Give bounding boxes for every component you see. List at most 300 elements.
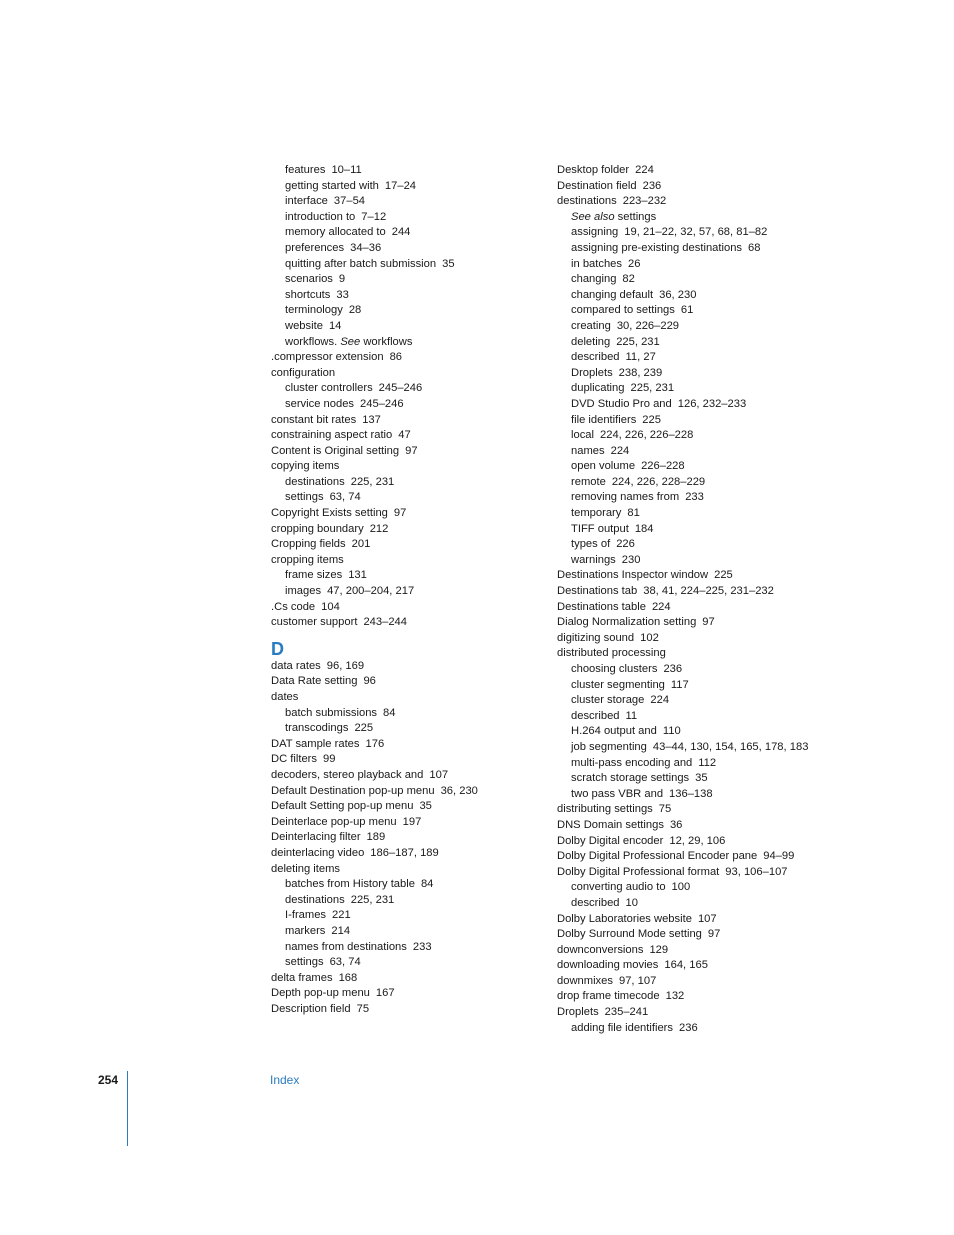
page-references: 75 xyxy=(658,803,672,816)
page-references: 238, 239 xyxy=(618,366,663,379)
entry-term: distributing settings xyxy=(557,803,653,816)
entry-term: temporary xyxy=(571,507,622,520)
index-subentry xyxy=(271,179,536,195)
page-references: 236 xyxy=(679,1021,698,1034)
page-references: 214 xyxy=(331,924,351,937)
entry-term: Destinations table xyxy=(557,600,646,613)
index-subentry xyxy=(271,584,536,600)
index-subentry xyxy=(271,721,536,737)
page-references: 235–241 xyxy=(604,1006,649,1019)
page-references: 233 xyxy=(685,491,704,504)
index-subentry xyxy=(557,413,857,429)
index-entry xyxy=(557,865,857,881)
see-target: workflows xyxy=(363,335,413,348)
index-subentry xyxy=(557,459,857,475)
entry-term: assigning pre-existing destinations xyxy=(571,241,743,254)
page-references: 224 xyxy=(635,164,654,176)
page-references: 38, 41, 224–225, 231–232 xyxy=(643,585,774,598)
entry-term: described xyxy=(571,351,620,364)
page-references: 35 xyxy=(442,257,455,270)
entry-term: creating xyxy=(571,319,611,332)
index-subentry xyxy=(557,522,857,538)
index-subentry xyxy=(557,272,857,288)
page-references: 107 xyxy=(697,912,717,925)
entry-term: terminology xyxy=(285,304,343,317)
entry-term: file identifiers xyxy=(571,413,637,426)
index-subentry xyxy=(271,225,536,241)
entry-term: getting started with xyxy=(285,179,379,192)
index-entry xyxy=(557,912,857,928)
entry-term: constant bit rates xyxy=(271,413,357,426)
see-target: settings xyxy=(617,210,657,223)
entry-term: downloading movies xyxy=(557,959,659,972)
page-references: 164, 165 xyxy=(664,959,708,972)
index-subentry xyxy=(557,288,857,304)
page-references: 100 xyxy=(671,881,691,894)
entry-term: DC filters xyxy=(271,753,317,766)
index-subentry xyxy=(557,381,857,397)
index-subentry xyxy=(557,444,857,460)
entry-term: images xyxy=(285,585,322,598)
index-subentry xyxy=(271,241,536,257)
index-entry xyxy=(557,818,857,834)
page-references: 224 xyxy=(651,600,671,613)
entry-term: customer support xyxy=(271,616,358,629)
entry-term: digitizing sound xyxy=(557,631,635,644)
page-references: 84 xyxy=(383,706,396,719)
entry-term: downconversions xyxy=(557,943,644,956)
index-entry xyxy=(271,459,536,475)
page-references: 189 xyxy=(366,831,386,844)
index-subentry xyxy=(271,163,536,179)
entry-term: names from destinations xyxy=(285,940,407,953)
page-references: 63, 74 xyxy=(329,956,361,969)
entry-term: markers xyxy=(285,924,326,937)
entry-term: types of xyxy=(571,538,611,551)
page-references: 131 xyxy=(348,569,367,582)
page-references: 97 xyxy=(702,616,715,629)
entry-term: DVD Studio Pro and xyxy=(571,397,672,410)
page-references: 97 xyxy=(405,444,418,457)
page-references: 97 xyxy=(393,507,407,520)
index-column-right xyxy=(557,163,857,1036)
index-subentry xyxy=(271,877,536,893)
page-references: 225, 231 xyxy=(630,382,675,395)
page-references: 201 xyxy=(351,538,371,551)
index-letter-heading: D xyxy=(271,638,284,659)
entry-term: warnings xyxy=(571,553,616,566)
page-references: 86 xyxy=(389,351,403,364)
index-subentry xyxy=(557,350,857,366)
entry-term: shortcuts xyxy=(285,288,331,301)
index-entry xyxy=(271,799,536,815)
page-references: 226 xyxy=(616,538,635,551)
page-references: 35 xyxy=(695,772,708,785)
index-subentry xyxy=(271,490,536,506)
index-entry xyxy=(271,784,536,800)
index-entry xyxy=(557,568,857,584)
entry-term: Cropping fields xyxy=(271,538,346,551)
entry-term: constraining aspect ratio xyxy=(271,429,393,442)
index-entry xyxy=(557,600,857,616)
page-references: 236 xyxy=(663,663,683,675)
entry-term: Destinations Inspector window xyxy=(557,569,709,582)
page-references: 117 xyxy=(670,678,689,691)
page-references: 102 xyxy=(640,631,659,644)
page-references: 225, 231 xyxy=(616,335,660,348)
index-subentry xyxy=(557,756,857,772)
page-references: 43–44, 130, 154, 165, 178, 183 xyxy=(652,740,809,753)
page-references: 225 xyxy=(642,413,661,426)
page-references: 10–11 xyxy=(331,164,362,176)
entry-term: Dolby Surround Mode setting xyxy=(557,928,702,941)
entry-term: converting audio to xyxy=(571,881,666,894)
index-entry xyxy=(557,974,857,990)
page-references: 14 xyxy=(328,319,342,332)
page-references: 225 xyxy=(354,722,374,735)
see-reference: See xyxy=(340,335,361,348)
index-entry xyxy=(557,958,857,974)
index-subentry xyxy=(557,241,857,257)
entry-term: Dolby Laboratories website xyxy=(557,912,692,925)
entry-term: cropping boundary xyxy=(271,522,364,535)
page-references: 104 xyxy=(321,600,340,613)
index-entry xyxy=(271,506,536,522)
index-entry xyxy=(271,537,536,553)
entry-term: copying items xyxy=(271,460,340,473)
page-references: 184 xyxy=(634,522,654,535)
page-references: 168 xyxy=(338,971,358,984)
page-references: 26 xyxy=(628,257,641,270)
page-references: 243–244 xyxy=(363,616,407,629)
entry-term: Description field xyxy=(271,1002,351,1015)
entry-term: preferences xyxy=(285,241,345,254)
index-subentry xyxy=(271,397,536,413)
page-references: 84 xyxy=(420,878,434,891)
page-references: 244 xyxy=(391,226,411,239)
page-references: 99 xyxy=(323,753,336,766)
entry-term: deleting xyxy=(571,335,611,348)
index-subentry xyxy=(557,303,857,319)
page-references: 236 xyxy=(642,179,662,192)
index-entry xyxy=(557,989,857,1005)
entry-term: service nodes xyxy=(285,397,355,410)
index-subentry xyxy=(557,366,857,382)
index-subentry xyxy=(557,257,857,273)
index-entry xyxy=(557,1005,857,1021)
index-entry xyxy=(271,1002,536,1018)
entry-term: described xyxy=(571,896,620,909)
entry-term: described xyxy=(571,709,620,722)
page-references: 28 xyxy=(348,304,362,317)
entry-term: frame sizes xyxy=(285,569,343,582)
entry-term: quitting after batch submission xyxy=(285,257,437,270)
entry-term: dates xyxy=(271,691,299,703)
page-references: 126, 232–233 xyxy=(677,397,747,410)
index-entry xyxy=(271,690,536,706)
index-entry xyxy=(557,849,857,865)
entry-term: destinations xyxy=(557,195,617,208)
index-subentry xyxy=(271,272,536,288)
entry-term: batches from History table xyxy=(285,878,415,891)
entry-term: Droplets xyxy=(557,1006,599,1019)
entry-term: H.264 output and xyxy=(571,725,657,738)
index-subentry xyxy=(271,475,536,491)
index-subentry xyxy=(271,303,536,319)
entry-term: choosing clusters xyxy=(571,663,658,675)
entry-term: cluster segmenting xyxy=(571,678,665,691)
index-subentry xyxy=(557,397,857,413)
index-subentry xyxy=(557,553,857,569)
entry-term: destinations xyxy=(285,893,345,906)
entry-term: Default Destination pop-up menu xyxy=(271,784,435,797)
footer-divider xyxy=(127,1071,128,1146)
entry-term: changing default xyxy=(571,288,654,301)
index-subentry xyxy=(557,678,857,694)
entry-term: scratch storage settings xyxy=(571,772,690,785)
index-subentry xyxy=(557,335,857,351)
page-references: 36 xyxy=(669,818,683,831)
entry-term: deleting items xyxy=(271,862,341,875)
entry-term: remote xyxy=(571,475,606,488)
page-references: 245–246 xyxy=(360,397,404,410)
index-entry xyxy=(271,815,536,831)
entry-term: I-frames xyxy=(285,909,327,922)
entry-term: DAT sample rates xyxy=(271,737,360,750)
index-subentry xyxy=(557,880,857,896)
entry-term: features xyxy=(285,164,326,176)
index-subentry xyxy=(271,257,536,273)
index-entry xyxy=(271,986,536,1002)
page-references: 10 xyxy=(625,896,638,909)
index-entry xyxy=(271,600,536,616)
page-references: 225, 231 xyxy=(350,893,395,906)
index-subentry xyxy=(557,662,857,678)
page-references: 97 xyxy=(707,928,721,941)
entry-term: compared to settings xyxy=(571,304,675,317)
page-references: 30, 226–229 xyxy=(616,319,680,332)
entry-term: duplicating xyxy=(571,382,625,395)
page-references: 224 xyxy=(650,694,670,707)
index-subentry xyxy=(271,908,536,924)
entry-term: configuration xyxy=(271,366,336,379)
index-subentry xyxy=(557,225,857,241)
entry-term: names xyxy=(571,444,605,457)
entry-term: Content is Original setting xyxy=(271,444,400,457)
index-subentry xyxy=(557,506,857,522)
index-subentry xyxy=(557,537,857,553)
page-references: 47, 200–204, 217 xyxy=(327,585,415,598)
page-references: 97, 107 xyxy=(618,974,657,987)
page-references: 107 xyxy=(429,768,449,781)
page-references: 233 xyxy=(412,940,432,953)
entry-term: job segmenting xyxy=(571,740,647,753)
page-references: 226–228 xyxy=(641,460,685,473)
entry-term: removing names from xyxy=(571,491,680,504)
page-references: 197 xyxy=(402,815,422,828)
entry-term: Destinations tab xyxy=(557,585,638,598)
page-number: 254 xyxy=(98,1073,119,1087)
index-entry xyxy=(557,834,857,850)
index-subentry xyxy=(557,490,857,506)
entry-term: cluster storage xyxy=(571,694,645,707)
index-entry xyxy=(557,194,857,210)
page-references: 176 xyxy=(365,737,385,750)
entry-term: cluster controllers xyxy=(285,382,373,395)
entry-term: interface xyxy=(285,195,328,208)
page-references: 17–24 xyxy=(384,179,417,192)
entry-term: Default Setting pop-up menu xyxy=(271,800,414,813)
index-subentry xyxy=(557,693,857,709)
index-subentry xyxy=(271,381,536,397)
entry-term: cropping items xyxy=(271,553,344,566)
entry-term: Droplets xyxy=(571,366,613,379)
entry-term: .compressor extension xyxy=(271,351,384,364)
index-entry xyxy=(271,366,536,382)
page-references: 230 xyxy=(621,553,641,566)
entry-term: two pass VBR and xyxy=(571,787,664,800)
page-references: 33 xyxy=(336,288,349,301)
index-subentry xyxy=(557,1021,857,1037)
page-references: 19, 21–22, 32, 57, 68, 81–82 xyxy=(624,226,768,239)
index-subentry xyxy=(271,210,536,226)
index-subentry xyxy=(271,335,536,351)
page-references: 96 xyxy=(363,675,376,688)
page-references: 129 xyxy=(649,943,669,956)
entry-term: memory allocated to xyxy=(285,226,386,239)
entry-term: adding file identifiers xyxy=(571,1021,673,1034)
entry-term: in batches xyxy=(571,257,622,270)
index-entry xyxy=(557,943,857,959)
page-references: 34–36 xyxy=(350,241,382,254)
entry-term: .Cs code xyxy=(271,600,316,613)
index-entry xyxy=(557,927,857,943)
index-entry xyxy=(557,646,857,662)
page-references: 12, 29, 106 xyxy=(669,834,726,847)
index-entry xyxy=(557,584,857,600)
entry-term: changing xyxy=(571,273,617,286)
page-references: 245–246 xyxy=(378,382,423,395)
page-references: 110 xyxy=(662,725,681,738)
index-entry xyxy=(271,830,536,846)
index-entry xyxy=(271,350,536,366)
page-references: 82 xyxy=(622,273,635,286)
section-name: Index xyxy=(270,1073,300,1087)
page-references: 136–138 xyxy=(669,787,713,800)
index-entry xyxy=(271,659,536,675)
entry-term: Depth pop-up menu xyxy=(271,987,370,1000)
page-references: 68 xyxy=(748,241,761,254)
entry-term: batch submissions xyxy=(285,706,378,719)
entry-term: workflows. xyxy=(285,335,338,348)
entry-term: scenarios xyxy=(285,273,333,286)
page-references: 11, 27 xyxy=(625,351,656,364)
index-subentry xyxy=(271,893,536,909)
index-subentry xyxy=(271,568,536,584)
index-subentry xyxy=(271,288,536,304)
page-references: 75 xyxy=(356,1002,370,1015)
page-references: 223–232 xyxy=(622,195,667,208)
index-entry xyxy=(271,768,536,784)
index-subentry xyxy=(271,924,536,940)
entry-term: Desktop folder xyxy=(557,164,630,176)
entry-term: Copyright Exists setting xyxy=(271,507,388,520)
index-entry xyxy=(271,971,536,987)
page-references: 93, 106–107 xyxy=(725,865,788,878)
see-reference: See also xyxy=(571,210,615,223)
entry-term: decoders, stereo playback and xyxy=(271,768,424,781)
entry-term: local xyxy=(571,429,595,442)
page-references: 94–99 xyxy=(763,850,795,863)
index-entry xyxy=(271,553,536,569)
page-references: 7–12 xyxy=(361,210,387,223)
entry-term: settings xyxy=(285,491,324,504)
page-references: 225 xyxy=(714,569,733,582)
entry-term: multi-pass encoding and xyxy=(571,756,693,769)
index-entry xyxy=(271,522,536,538)
entry-term: transcodings xyxy=(285,722,349,735)
entry-term: Dolby Digital Professional Encoder pane xyxy=(557,850,758,863)
index-subentry xyxy=(557,709,857,725)
entry-term: TIFF output xyxy=(571,522,629,535)
entry-term: deinterlacing video xyxy=(271,846,365,859)
index-entry xyxy=(271,846,536,862)
index-entry xyxy=(557,802,857,818)
index-entry xyxy=(557,631,857,647)
index-entry xyxy=(557,179,857,195)
index-entry xyxy=(557,615,857,631)
entry-term: destinations xyxy=(285,475,345,488)
page-references: 224 xyxy=(610,444,630,457)
entry-term: Dolby Digital Professional format xyxy=(557,865,720,878)
page-references: 224, 226, 228–229 xyxy=(611,475,706,488)
entry-term: open volume xyxy=(571,460,636,473)
page-references: 132 xyxy=(665,990,685,1003)
index-entry xyxy=(271,674,536,690)
page-references: 61 xyxy=(680,304,694,317)
page-references: 9 xyxy=(338,273,346,286)
page-references: 112 xyxy=(698,756,717,769)
page-references: 36, 230 xyxy=(440,784,478,797)
index-subentry xyxy=(557,724,857,740)
page-references: 137 xyxy=(362,413,381,426)
entry-term: Dialog Normalization setting xyxy=(557,616,697,629)
entry-term: Dolby Digital encoder xyxy=(557,834,664,847)
index-subentry xyxy=(557,319,857,335)
index-entry xyxy=(271,737,536,753)
index-subentry xyxy=(557,210,857,226)
index-subentry xyxy=(557,771,857,787)
index-entry xyxy=(271,752,536,768)
page-references: 225, 231 xyxy=(350,475,395,488)
entry-term: data rates xyxy=(271,659,321,672)
index-subentry xyxy=(271,955,536,971)
index-entry xyxy=(271,862,536,878)
entry-term: distributed processing xyxy=(557,647,666,660)
page-references: 47 xyxy=(398,429,411,442)
page-references: 221 xyxy=(332,909,351,922)
entry-term: settings xyxy=(285,956,324,969)
page-references: 36, 230 xyxy=(659,288,697,301)
index-entry xyxy=(271,428,536,444)
page-references: 96, 169 xyxy=(326,659,365,672)
index-subentry xyxy=(271,706,536,722)
index-subentry xyxy=(557,787,857,803)
entry-term: downmixes xyxy=(557,974,613,987)
index-subentry xyxy=(557,475,857,491)
index-subentry xyxy=(271,194,536,210)
page-references: 224, 226, 226–228 xyxy=(600,429,694,442)
